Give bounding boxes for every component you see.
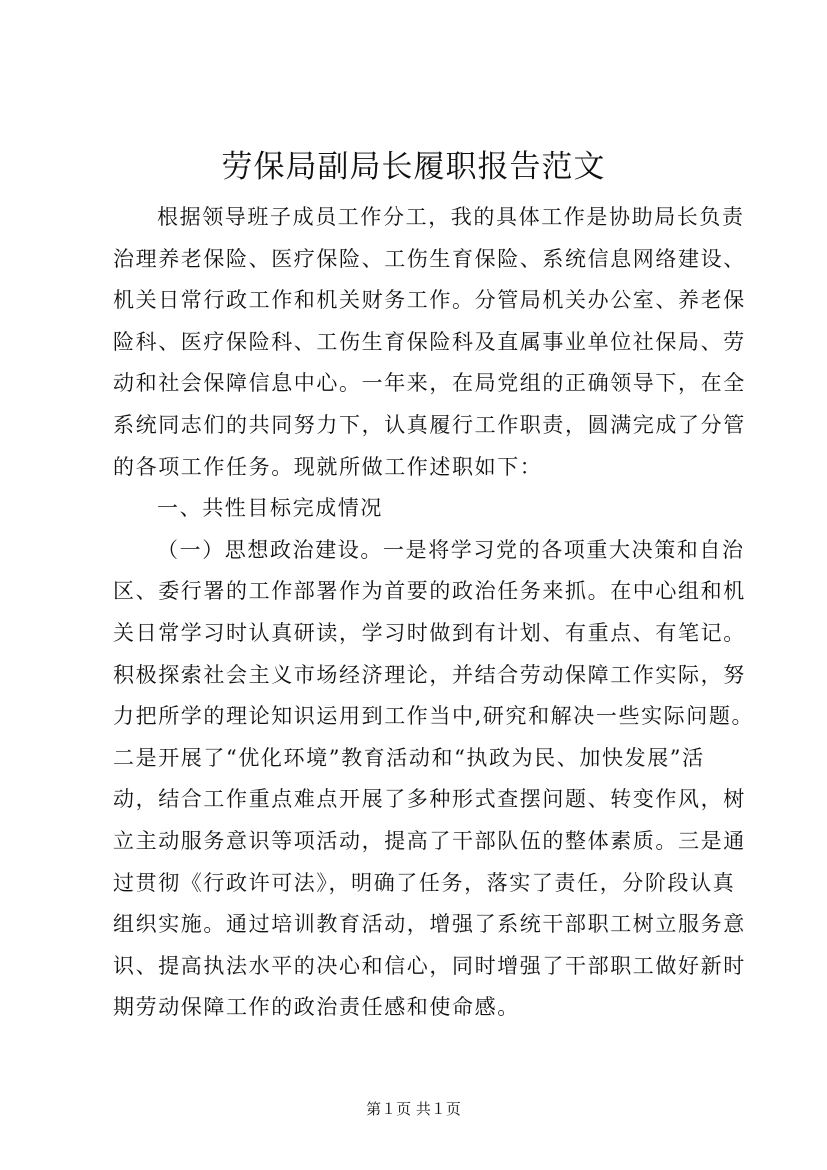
body-line: 的各项工作任务。现就所做工作述职如下： <box>113 454 543 479</box>
body-line: （一）思想政治建设。一是将学习党的各项重大决策和自治 <box>157 537 745 562</box>
document-body <box>113 197 753 1029</box>
body-line: 立主动服务意识等项活动，提高了干部队伍的整体素质。三是通 <box>113 828 746 853</box>
body-line: 力把所学的理论知识运用到工作当中,研究和解决一些实际问题。 <box>113 704 755 729</box>
body-line: 期劳动保障工作的政治责任感和使命感。 <box>113 995 520 1020</box>
body-line: 动，结合工作重点难点开展了多种形式查摆问题、转变作风，树 <box>113 787 746 812</box>
body-line: 治理养老保险、医疗保险、工伤生育保险、系统信息网络建设、 <box>113 246 746 271</box>
body-line: 识、提高执法水平的决心和信心，同时增强了干部职工做好新时 <box>113 953 746 978</box>
body-line: 机关日常行政工作和机关财务工作。分管局机关办公室、养老保 <box>113 288 746 313</box>
body-line: 二是开展了“优化环境”教育活动和“执政为民、加快发展”活 <box>113 745 705 770</box>
body-line: 系统同志们的共同努力下，认真履行工作职责，圆满完成了分管 <box>113 412 746 437</box>
section-heading: 一、共性目标完成情况 <box>157 496 383 521</box>
body-line: 关日常学习时认真研读，学习时做到有计划、有重点、有笔记。 <box>113 620 746 645</box>
page-footer: 第１页 共１页 <box>366 1100 461 1118</box>
body-line: 过贯彻《行政许可法》，明确了任务，落实了责任，分阶段认真 <box>113 870 736 895</box>
body-line: 动和社会保障信息中心。一年来，在局党组的正确领导下，在全 <box>113 371 746 396</box>
body-line: 根据领导班子成员工作分工，我的具体工作是协助局长负责 <box>157 205 745 229</box>
body-line: 区、委行署的工作部署作为首要的政治任务来抓。在中心组和机 <box>113 579 746 604</box>
body-line: 组织实施。通过培训教育活动，增强了系统干部职工树立服务意 <box>113 912 746 937</box>
body-line: 险科、医疗保险科、工伤生育保险科及直属事业单位社保局、劳 <box>113 329 746 354</box>
body-line: 积极探索社会主义市场经济理论，并结合劳动保障工作实际，努 <box>113 662 746 687</box>
document-title: 劳保局副局长履职报告范文 <box>221 149 606 185</box>
